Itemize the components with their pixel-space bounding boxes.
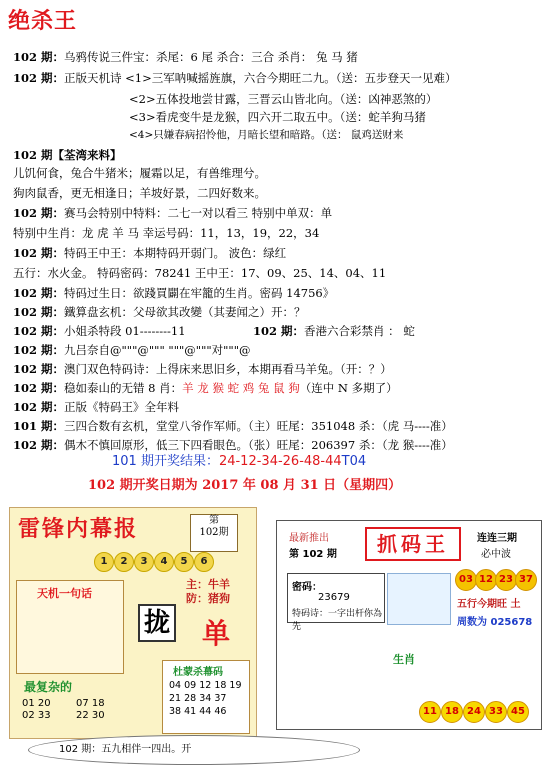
leifeng-zodiac: 主：牛羊 防：猪狗 bbox=[186, 578, 230, 605]
line-1: 102 期：乌鸦传说三件宝：杀尾：6 尾 杀合：三合 杀肖： 兔 马 猪 bbox=[13, 50, 358, 64]
leifeng-left-title: 最复杂的 bbox=[24, 680, 73, 694]
line-6: 102 期【荃湾来料】 bbox=[13, 148, 122, 162]
line-7: 儿饥何食，兔合牛猪米；履霜以足，有兽维理兮。 bbox=[13, 166, 266, 180]
zm-weekly: 周数为 025678 bbox=[457, 617, 533, 628]
zm-picture bbox=[387, 573, 451, 625]
zm-lucky: 五行今期旺 土 bbox=[457, 599, 521, 610]
line-21: 101 期：三四合数有玄机，堂堂八爷作军师。（主）旺尾：351048 杀：（虎 马----准） bbox=[13, 419, 453, 433]
line-11: 102 期：特码王中王：本期特码开弱门。 波色：绿红 bbox=[13, 246, 287, 260]
line-2: 102 期：正版天机诗 <1>三军呐喊摇旌旗，六合今期旺二九。（送：五步登天一见难） bbox=[13, 71, 457, 85]
line-19: 102 期：稳如泰山的无错 8 肖：羊 龙 猴 蛇 鸡 兔 鼠 狗（连中 N 多期了） bbox=[13, 381, 398, 395]
line-9: 102 期：赛马会特别中特料：二七一对以看三 特别中单双：单 bbox=[13, 206, 333, 220]
leifeng-header: 雷锋内幕报 bbox=[18, 517, 139, 542]
draw-result: 101 期开奖结果：24-12-34-26-48-44T04 bbox=[112, 454, 367, 469]
line-20: 102 期：正版《特码王》全年料 bbox=[13, 400, 180, 414]
leifeng-nums-a: 01 20 02 33 bbox=[22, 698, 51, 721]
zm-new-label: 最新推出 bbox=[289, 533, 329, 544]
line-16: 102 期：香港六合彩禁肖 ： 蛇 bbox=[253, 324, 415, 338]
leifeng-image: 雷锋内幕报 第 102期 1 2 3 4 5 6 天机一句话 拢 单 主：牛羊 防：猪狗 最复杂的 01 20 02 33 07 18 22 30 杜蒙杀幕码 04 09 12 18 19 21 28 34 37 38 41 44 46 bbox=[9, 507, 257, 739]
speech-bubble: 102 期：五九相伴一四出。开 bbox=[28, 735, 360, 765]
zm-secret-box: 密码： 23679 特码诗：一字出杆你為先 bbox=[287, 573, 385, 623]
line-14: 102 期：鐵算盘玄机：父母欲其改變（其妻闻之）开：？ bbox=[13, 305, 306, 319]
line-15: 102 期：小姐杀特段 01--------11 bbox=[13, 324, 186, 338]
leifeng-box: 天机一句话 bbox=[16, 580, 124, 674]
line-8: 狗肉鼠香，更无相逢日；羊坡好景，二四好数来。 bbox=[13, 186, 266, 200]
line-4: <3>看虎变牛是龙猴，四六开二取五中。（送：蛇羊狗马猪 bbox=[129, 110, 426, 124]
zhuamawang-image: 最新推出 第 102 期 抓码王 连连三期 必中波 03 12 23 37 五行今期旺 土 周数为 025678 密码： 23679 特码诗：一字出杆你為先 生肖 11 18 24 33 45 bbox=[276, 520, 542, 730]
leifeng-big-char: 拢 bbox=[138, 604, 176, 642]
zm-zodiac-label: 生肖 bbox=[393, 653, 415, 666]
line-22: 102 期：偶木不慎回原形，低三下四看眼色。（张）旺尾：206397 杀：（龙 猴----准） bbox=[13, 438, 453, 452]
draw-date: 102 期开奖日期为 2017 年 08 月 31 日（星期四） bbox=[88, 478, 402, 493]
zm-sub2: 必中波 bbox=[481, 549, 511, 560]
leifeng-bottom-box: 杜蒙杀幕码 04 09 12 18 19 21 28 34 37 38 41 44 46 bbox=[162, 660, 250, 734]
zm-title: 抓码王 bbox=[365, 527, 461, 561]
line-12: 五行：水火金。 特码密码：78241 王中王：17、09、25、14、04、11 bbox=[13, 266, 387, 280]
line-17: 102 期：九吕奈自@"""@""" """@"""对"""@ bbox=[13, 343, 251, 357]
page-title: 绝杀王 bbox=[8, 9, 78, 34]
line-5: <4>只嫌春病招怜他，月暗长望和暗路。（送： 鼠鸡送财来 bbox=[129, 129, 404, 141]
leifeng-side-label: 单 bbox=[202, 617, 231, 650]
line-13: 102 期：特码过生日：欲踐買闢在牢籠的生肖。密码 14756》 bbox=[13, 286, 335, 300]
zm-issue: 第 102 期 bbox=[289, 549, 337, 560]
leifeng-issue: 第 102期 bbox=[190, 514, 238, 552]
line-10: 特别中生肖：龙 虎 羊 马 幸运号码：11，13，19，22，34 bbox=[13, 226, 320, 240]
zm-sub1: 连连三期 bbox=[477, 533, 517, 544]
line-3: <2>五体投地尝甘露，三晋云山皆北向。（送：凶神恶煞的） bbox=[129, 92, 438, 106]
line-18: 102 期：澳门双色特码诗：上得床来思旧乡，本期再看马羊兔。（开：？） bbox=[13, 362, 392, 376]
leifeng-nums-b: 07 18 22 30 bbox=[76, 698, 105, 721]
